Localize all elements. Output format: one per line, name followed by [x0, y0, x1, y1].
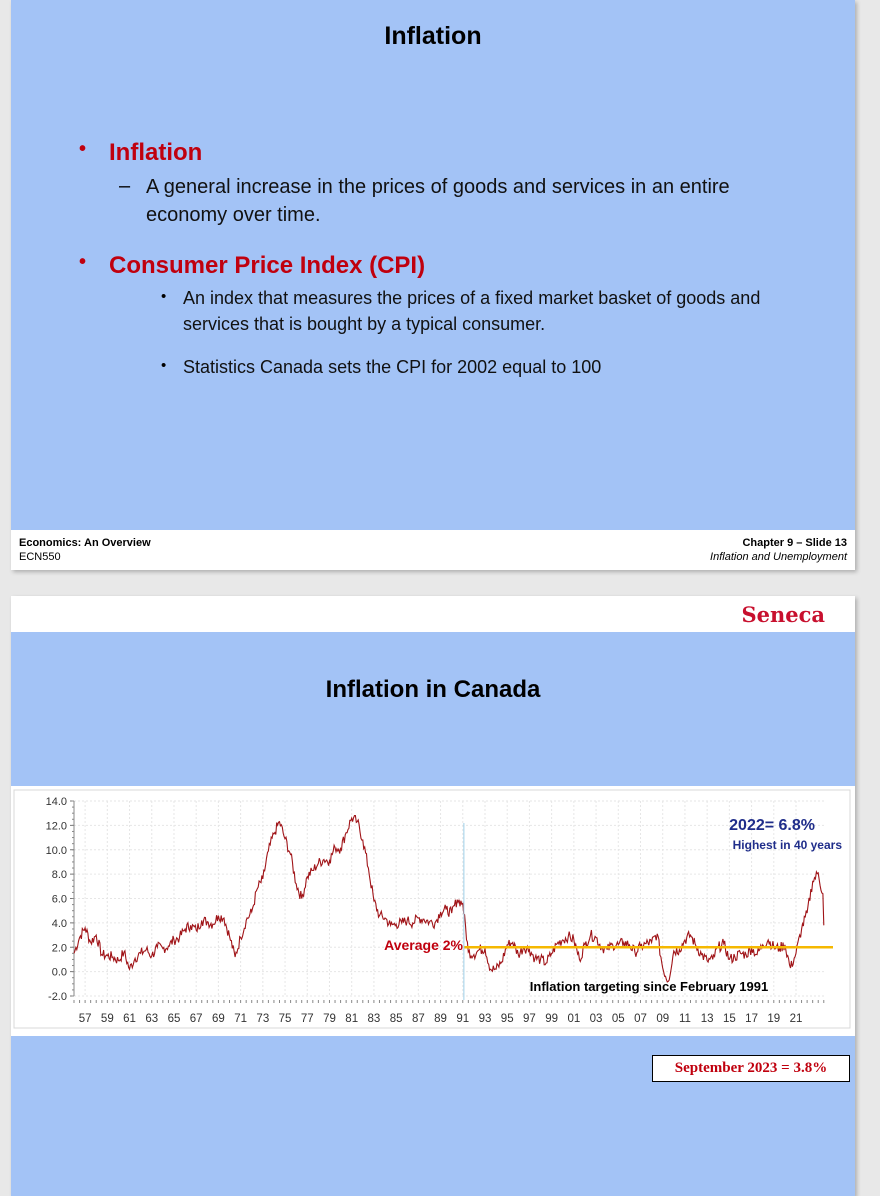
bullet-icon: •: [79, 138, 87, 160]
x-tick-label: 93: [478, 1013, 492, 1025]
x-tick-label: 01: [567, 1013, 581, 1025]
average-label: Average 2%: [384, 937, 463, 953]
x-tick-label: 13: [700, 1013, 714, 1025]
x-tick-label: 87: [411, 1013, 425, 1025]
x-tick-label: 67: [189, 1013, 203, 1025]
x-tick-label: 59: [100, 1013, 114, 1025]
peak-note: Highest in 40 years: [732, 838, 842, 852]
x-tick-label: 07: [634, 1013, 647, 1025]
slide-header-bar: [11, 596, 855, 632]
targeting-label: Inflation targeting since February 1991: [529, 979, 769, 994]
footer-chapter-title: Inflation and Unemployment: [710, 551, 847, 563]
slide-title: Inflation: [384, 22, 482, 50]
x-tick-label: 03: [589, 1013, 603, 1025]
x-tick-label: 09: [656, 1013, 670, 1025]
x-tick-label: 57: [78, 1013, 92, 1025]
inflation-definition: A general increase in the prices of goods and services in an entire economy over time.: [146, 176, 730, 226]
slide-title: Inflation in Canada: [325, 676, 541, 703]
cpi-base-year: Statistics Canada sets the CPI for 2002 equal to 100: [183, 357, 602, 377]
x-tick-label: 77: [300, 1013, 314, 1025]
x-tick-label: 65: [167, 1013, 181, 1025]
slide-inflation: [11, 0, 855, 570]
sub-bullet-icon: •: [161, 357, 167, 374]
y-tick-label: -2.0: [48, 991, 67, 1003]
inflation-chart: [11, 786, 855, 1036]
y-tick-label: 10.0: [45, 844, 67, 857]
x-tick-label: 75: [278, 1013, 292, 1025]
x-tick-label: 19: [767, 1013, 781, 1025]
x-tick-label: 73: [256, 1013, 270, 1025]
footer-book: Economics: An Overview: [19, 537, 151, 549]
x-tick-label: 81: [345, 1013, 359, 1025]
latest-inflation-badge: September 2023 = 3.8%: [652, 1055, 850, 1082]
x-tick-label: 85: [389, 1013, 403, 1025]
x-tick-label: 97: [523, 1013, 536, 1025]
x-tick-label: 95: [500, 1013, 514, 1025]
footer-chapter: [710, 536, 847, 564]
x-tick-label: 69: [212, 1013, 225, 1025]
x-tick-label: 11: [678, 1013, 691, 1025]
y-tick-label: 0.0: [51, 966, 67, 979]
x-tick-label: 05: [611, 1013, 625, 1025]
x-tick-label: 61: [123, 1013, 136, 1025]
y-tick-label: 2.0: [51, 942, 67, 955]
x-tick-label: 63: [145, 1013, 159, 1025]
y-tick-label: 12.0: [45, 820, 67, 833]
footer-slide-number: Chapter 9 – Slide 13: [742, 537, 847, 549]
footer-course: [19, 536, 151, 564]
slide-body: [11, 0, 855, 530]
bullet-heading-inflation: Inflation: [109, 139, 203, 166]
bullet-heading-cpi: Consumer Price Index (CPI): [109, 252, 426, 279]
x-tick-label: 91: [456, 1013, 470, 1025]
y-tick-label: 14.0: [45, 796, 67, 808]
x-tick-label: 83: [367, 1013, 381, 1025]
sub-bullet-icon: •: [161, 288, 167, 305]
seneca-logo: Seneca: [741, 602, 825, 627]
y-tick-label: 6.0: [51, 893, 67, 906]
x-tick-label: 21: [789, 1013, 803, 1025]
x-tick-label: 99: [545, 1013, 559, 1025]
footer-code: ECN550: [19, 551, 61, 563]
slide-inflation-canada: [11, 596, 855, 1196]
dash-icon: –: [119, 175, 131, 197]
x-tick-label: 79: [323, 1013, 336, 1025]
y-tick-label: 8.0: [51, 869, 67, 882]
x-tick-label: 71: [234, 1013, 248, 1025]
x-tick-label: 15: [722, 1013, 736, 1025]
x-tick-label: 17: [745, 1013, 758, 1025]
x-tick-label: 89: [434, 1013, 447, 1025]
chart-panel: [11, 786, 855, 1036]
bullet-icon: •: [79, 251, 87, 273]
peak-annotation: 2022= 6.8%: [729, 817, 815, 834]
y-tick-label: 4.0: [51, 917, 67, 930]
cpi-definition: An index that measures the prices of a fixed market basket of goods and services that is bought by a typical consumer.: [183, 288, 761, 334]
